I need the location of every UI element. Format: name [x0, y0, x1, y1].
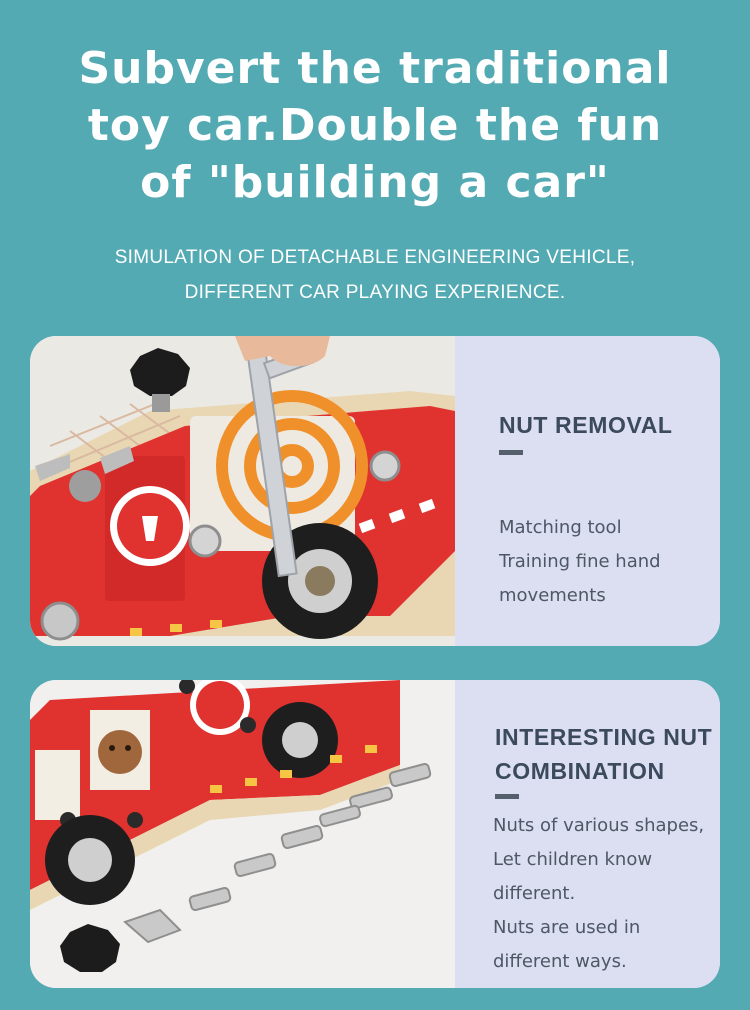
nut-combination-card — [30, 680, 720, 988]
headline-line-2: toy car.Double the fun — [87, 100, 663, 151]
subheadline-line-1: SIMULATION OF DETACHABLE ENGINEERING VEHICLE, — [114, 247, 636, 268]
firefighting-badge — [110, 486, 190, 566]
truck-wrench-photo — [30, 336, 455, 646]
desc-line-1: Matching tool — [499, 517, 622, 538]
desc-line-3: different. — [493, 883, 576, 904]
desc-line-1: Nuts of various shapes, — [493, 815, 705, 836]
truck-nuts-photo — [30, 680, 455, 988]
nut-combination-info — [455, 680, 720, 988]
headline-line-1: Subvert the traditional — [78, 43, 672, 94]
desc-line-3: movements — [499, 585, 606, 606]
subheadline-line-2: DIFFERENT CAR PLAYING EXPERIENCE. — [184, 282, 566, 303]
nut-removal-card — [30, 336, 720, 646]
title-dash — [495, 794, 519, 799]
nut-combination-title-line-2: COMBINATION — [495, 758, 665, 784]
nut-removal-title: NUT REMOVAL — [499, 412, 673, 438]
headline-line-3: of "building a car" — [140, 157, 610, 208]
title-dash — [499, 450, 523, 455]
desc-line-2: Training fine hand — [499, 551, 661, 572]
desc-line-2: Let children know — [493, 849, 653, 870]
nut-combination-title-line-1: INTERESTING NUT — [495, 724, 713, 750]
headline — [0, 40, 750, 211]
nut-removal-info — [455, 336, 720, 646]
desc-line-5: different ways. — [493, 951, 627, 972]
desc-line-4: Nuts are used in — [493, 917, 641, 938]
subheadline — [0, 240, 750, 310]
